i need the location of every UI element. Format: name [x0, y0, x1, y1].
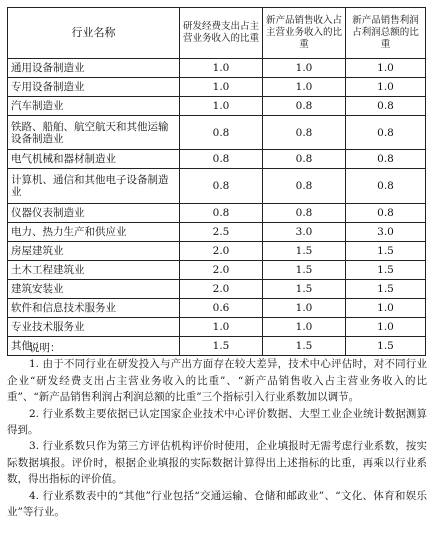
table-row [8, 97, 426, 116]
coefficient-cell: 0.8 [346, 169, 426, 204]
note-item: 2. 行业系数主要依据已认定国家企业技术中心评价数据、大型工业企业统计数据测算得到。 [7, 407, 427, 437]
coefficient-cell: 1.0 [346, 59, 426, 78]
note-item: 4. 行业系数表中的“其他”行业包括“交通运输、仓储和邮政业”、“文化、体育和娱乐业”等行业。 [7, 489, 427, 519]
coefficient-cell: 0.8 [180, 116, 263, 150]
coefficient-cell: 1.5 [346, 337, 426, 356]
table-row [8, 318, 426, 337]
coefficient-cell: 0.8 [346, 204, 426, 223]
coefficient-cell: 1.5 [263, 242, 346, 261]
coefficient-cell: 1.0 [346, 299, 426, 318]
coefficient-cell: 1.5 [346, 242, 426, 261]
coefficient-cell: 0.8 [346, 116, 426, 150]
coefficient-cell: 0.8 [263, 116, 346, 150]
coefficient-cell: 1.0 [346, 78, 426, 97]
coefficient-cell: 1.0 [180, 318, 263, 337]
industry-cell: 电力、热力生产和供应业 [8, 223, 180, 242]
industry-cell: 汽车制造业 [8, 97, 180, 116]
industry-cell: 软件和信息技术服务业 [8, 299, 180, 318]
coefficient-cell: 0.6 [180, 299, 263, 318]
industry-cell: 房屋建筑业 [8, 242, 180, 261]
coefficient-cell: 2.5 [180, 223, 263, 242]
table-row [8, 116, 426, 150]
coefficient-cell: 0.8 [263, 169, 346, 204]
coefficient-cell: 0.8 [263, 150, 346, 169]
coefficient-cell: 0.8 [346, 97, 426, 116]
industry-cell: 计算机、通信和其他电子设备制造业 [8, 169, 180, 204]
industry-cell: 专用设备制造业 [8, 78, 180, 97]
header-new-product-profit-ratio: 新产品销售利润占利润总额的比重 [346, 8, 426, 59]
industry-coefficient-table [7, 7, 426, 356]
industry-cell: 其他 [8, 337, 180, 356]
coefficient-cell: 1.5 [263, 261, 346, 280]
industry-cell: 通用设备制造业 [8, 59, 180, 78]
industry-cell: 专业技术服务业 [8, 318, 180, 337]
coefficient-cell: 1.5 [180, 337, 263, 356]
coefficient-cell: 0.8 [346, 150, 426, 169]
table-header-row [8, 8, 426, 59]
table-row [8, 261, 426, 280]
coefficient-cell: 1.0 [180, 78, 263, 97]
table-row [8, 169, 426, 204]
header-industry-name: 行业名称 [8, 8, 180, 59]
coefficient-cell: 1.0 [263, 299, 346, 318]
coefficient-cell: 0.8 [180, 169, 263, 204]
coefficient-cell: 1.5 [346, 261, 426, 280]
coefficient-cell: 1.0 [180, 97, 263, 116]
table-row [8, 280, 426, 299]
coefficient-cell: 1.5 [263, 280, 346, 299]
coefficient-cell: 1.0 [346, 318, 426, 337]
coefficient-cell: 1.5 [346, 280, 426, 299]
table-row [8, 204, 426, 223]
coefficient-cell: 1.0 [263, 78, 346, 97]
industry-cell: 电气机械和器材制造业 [8, 150, 180, 169]
table-body [8, 59, 426, 356]
industry-cell: 仪器仪表制造业 [8, 204, 180, 223]
industry-cell: 土木工程建筑业 [8, 261, 180, 280]
coefficient-cell: 1.5 [263, 337, 346, 356]
coefficient-cell: 0.8 [180, 150, 263, 169]
coefficient-cell: 0.8 [263, 204, 346, 223]
note-item: 1. 由于不同行业在研发投入与产出方面存在较大差异，技术中心评估时，对不同行业企业“研发经费支出占主营业务收入的比重”、“新产品销售收入占主营业务收入的比重”、“新产品销售利润占利润总额的比重”三个指标引入行业系数加以调节。 [7, 358, 427, 404]
table-row [8, 59, 426, 78]
table-row [8, 223, 426, 242]
header-rd-ratio: 研发经费支出占主营业务收入的比重 [180, 8, 263, 59]
coefficient-cell: 0.8 [263, 97, 346, 116]
header-new-product-revenue-ratio: 新产品销售收入占主营业务收入的比重 [263, 8, 346, 59]
coefficient-cell: 0.8 [180, 204, 263, 223]
coefficient-cell: 3.0 [263, 223, 346, 242]
coefficient-cell: 3.0 [346, 223, 426, 242]
industry-cell: 铁路、船舶、航空航天和其他运输设备制造业 [8, 116, 180, 150]
coefficient-cell: 1.0 [263, 59, 346, 78]
table-row [8, 242, 426, 261]
table-row [8, 78, 426, 97]
coefficient-cell: 2.0 [180, 261, 263, 280]
notes-title: 说明： [29, 342, 61, 354]
coefficient-cell: 1.0 [263, 318, 346, 337]
notes-section [7, 340, 427, 520]
coefficient-cell: 2.0 [180, 280, 263, 299]
industry-cell: 建筑安装业 [8, 280, 180, 299]
table-row [8, 150, 426, 169]
table-row [8, 299, 426, 318]
note-item: 3. 行业系数只作为第三方评估机构评价时使用，企业填报时无需考虑行业系数，按实际数据填报。评价时，根据企业填报的实际数据计算得出上述指标的比重，再乘以行业系数，得出指标的评价值。 [7, 440, 427, 486]
coefficient-cell: 1.0 [180, 59, 263, 78]
coefficient-cell: 2.0 [180, 242, 263, 261]
